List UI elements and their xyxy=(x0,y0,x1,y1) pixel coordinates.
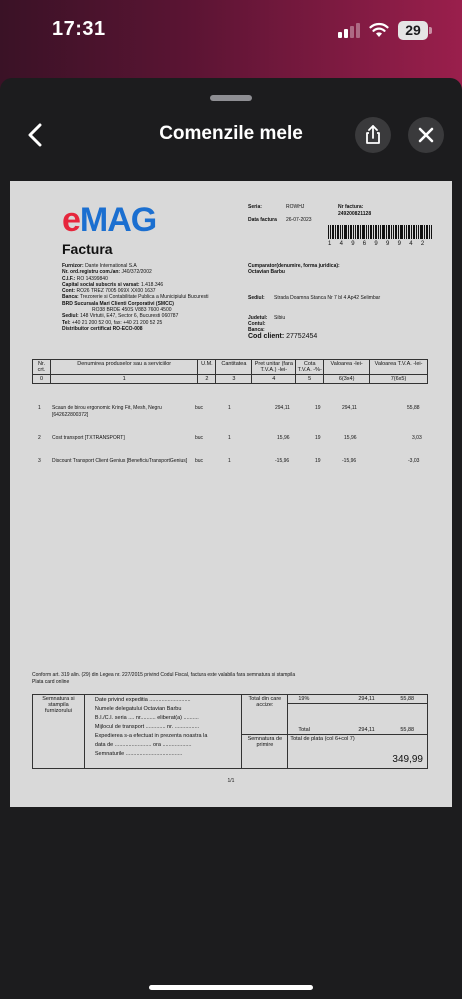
col-header-price: Pret unitar (fara T.V.A.) -lei- xyxy=(252,360,296,375)
total-values: 19% 294,11 55,88 Total 294,11 55,88 xyxy=(288,695,428,735)
invoice-title: Factura xyxy=(62,241,113,257)
share-icon xyxy=(355,117,391,153)
total-label: Total din care accize: xyxy=(242,695,288,735)
buyer-judetul-label: Judetul: xyxy=(248,315,268,321)
invoice-date-label: Data factura xyxy=(248,217,277,223)
wifi-icon xyxy=(369,22,389,38)
buyer-name: Octavian Barbu xyxy=(248,269,285,275)
logo-e: e xyxy=(62,201,80,239)
expedition-details: Date privind expeditia ........................... Numele delegatului Octavian Barbu B.I./C.I. seria .... nr.......... eliberat(a) .......... Mijlocul de transport ............. nr. ................ Expedierea s-a efectuat in prezenta noastra la data de ........................ ora ................... Semnaturile ..................................... xyxy=(84,695,242,769)
col-header-vat: Cota T.V.A. -%- xyxy=(297,361,322,373)
sheet-grabber[interactable] xyxy=(210,95,252,101)
barcode-image xyxy=(328,225,432,239)
invoice-items-table: Nr. crt. Denumirea produselor sau a serviciilor U.M. Cantitatea Pret unitar (fara T.V.A.) -lei- Cota T.V.A. -%- Valoarea -lei- Valoarea T.V.A. -lei- 0 1 2 3 4 5 6(3x4) 7(6x5) xyxy=(32,359,428,384)
invoice-date-value: 26-07-2023 xyxy=(286,217,312,223)
close-button[interactable] xyxy=(408,117,444,153)
col-header-nr: Nr. crt. xyxy=(33,360,51,375)
pay-total: Total de plata (col 6+col 7) 349,99 xyxy=(288,735,428,769)
invoice-document[interactable]: eMAG Factura Seria: ROWHJ Nr factura: 249200821128 Data factura 26-07-2023 1 4 9 6 9 9 9 4 2 Furnizor: Dante International S.A Nr. ord.registru com./an: J40/372/2002 C.I.F.: RO 14399840 Capital social subscris si varsat: 1.418.346 Cont: RO26 TREZ 7005 069X XX00 1637 Banca: Trezorerie si Contabilitate Publica a Municipiului Bucuresti BRD Sucursala Mari Clienti Corporativi (SMCC) RO38 BRDE 450S V883 7600 4500 Sediul: 148 Virtutii, E47, Sector 6, Bucuresti 060787 Tel: +40 21 200 52 00, fax: +40 21 200 52 25 Distribuitor certificat RO-ECO-008 Cumparator(denumire, forma juridica): Octavian Barbu Sediul: Strada Doamna Stanca Nr 7 bl 4 Ap42 Selimbar Judetul: Sibiu Contul: Banca: Cod client: 27752454 Nr. crt. Denumirea produselor sau a serviciilor U.M. Cantitatea Pret unitar (fara T.V.A.) -lei- Cota T.V.A. -%- Valoarea -lei- Valoarea T.V.A. -lei- 0 1 2 3 4 5 6(3x4) 7(6x5) 1 Scaun de birou ergonomic Kring Fit, Mesh, Negru [642622800372] buc 1 294,11 19 294,11 55,88 2 Cost transport [TXTRANSPORT] buc 1 15,96 19 15,96 3,03 3 Discount Transport Client Genius [BeneficiuTransportGenius] buc 1 -15,96 19 -15,96 -3,03 Conform art. 319 alin. (29) din Legea nr. 227/2015 privind Codul Fiscal, factura este valabila fara semnatura si stampila Plata card online Semnatura si stampila furnizorului Date privind expeditia ........................... Numele delegatului Octavian Barbu B.I./C.I. seria .... nr.......... eliberat(a) .......... Mijlocul de transport ............. nr. ................ Expedierea s-a efectuat in prezenta noastra la data de ........................ ora ................... Semnaturile ..................................... Total din care accize: 19% 294,11 55,88 Total 294,11 55,88 Semnatura de primire Total de plata (col 6+col 7) 349,99 1/1 xyxy=(10,181,452,807)
page-number: 1/1 xyxy=(227,778,235,784)
pay-total-value: 349,99 xyxy=(392,754,423,765)
col-header-qty: Cantitatea xyxy=(216,360,252,375)
supplier-signature-label: Semnatura si stampila furnizorului xyxy=(33,695,85,769)
seria-value: ROWHJ xyxy=(286,204,305,210)
share-button[interactable] xyxy=(355,117,391,153)
status-time: 17:31 xyxy=(52,18,106,40)
invoice-number-label: Nr factura: xyxy=(338,204,364,210)
seria-label: Seria: xyxy=(248,204,262,210)
client-code: Cod client: 27752454 xyxy=(248,333,318,340)
logo-rest: MAG xyxy=(79,201,157,239)
emag-logo xyxy=(62,201,156,240)
close-icon xyxy=(408,117,444,153)
status-bar xyxy=(0,0,462,62)
buyer-label: Cumparator(denumire, forma juridica): xyxy=(248,263,340,269)
home-indicator[interactable] xyxy=(149,985,313,990)
buyer-address: Strada Doamna Stanca Nr 7 bl 4 Ap42 Selimbar xyxy=(274,295,381,301)
receiver-signature-label: Semnatura de primire xyxy=(242,735,288,769)
signature-table xyxy=(32,694,428,769)
buyer-sediul-label: Sediul: xyxy=(248,295,265,301)
col-header-vat-value: Valoarea T.V.A. -lei- xyxy=(370,360,428,375)
legal-note: Conform art. 319 alin. (29) din Legea nr. 227/2015 privind Codul Fiscal, factura este valabila fara semnatura si stampila Plata card online xyxy=(32,672,296,685)
col-header-um: U.M. xyxy=(198,360,216,375)
buyer-contul-label: Contul: xyxy=(248,321,266,327)
col-header-name: Denumirea produselor sau a serviciilor xyxy=(50,360,197,375)
cellular-signal-icon xyxy=(338,22,362,38)
supplier-block: Furnizor: Dante International S.A Nr. ord.registru com./an: J40/372/2002 C.I.F.: RO 14399840 Capital social subscris si varsat: 1.418.346 Cont: RO26 TREZ 7005 069X XX00 1637 Banca: Trezorerie si Contabilitate Publica a Municipiului Bucuresti BRD Sucursala Mari Clienti Corporativi (SMCC) RO38 BRDE 450S V883 7600 4500 Sediul: 148 Virtutii, E47, Sector 6, Bucuresti 060787 Tel: +40 21 200 52 00, fax: +40 21 200 52 25 Distribuitor certificat RO-ECO-008 xyxy=(62,263,209,332)
buyer-county: Sibiu xyxy=(274,315,286,321)
battery-cap xyxy=(429,27,432,34)
barcode-digits: 1 4 9 6 9 9 9 4 2 xyxy=(328,241,428,247)
invoice-number-value: 249200821128 xyxy=(338,211,372,217)
buyer-banca-label: Banca: xyxy=(248,327,265,333)
page-title: Comenzile mele xyxy=(159,123,303,144)
col-header-value: Valoarea -lei- xyxy=(324,360,370,375)
battery-icon: 29 xyxy=(398,21,428,40)
